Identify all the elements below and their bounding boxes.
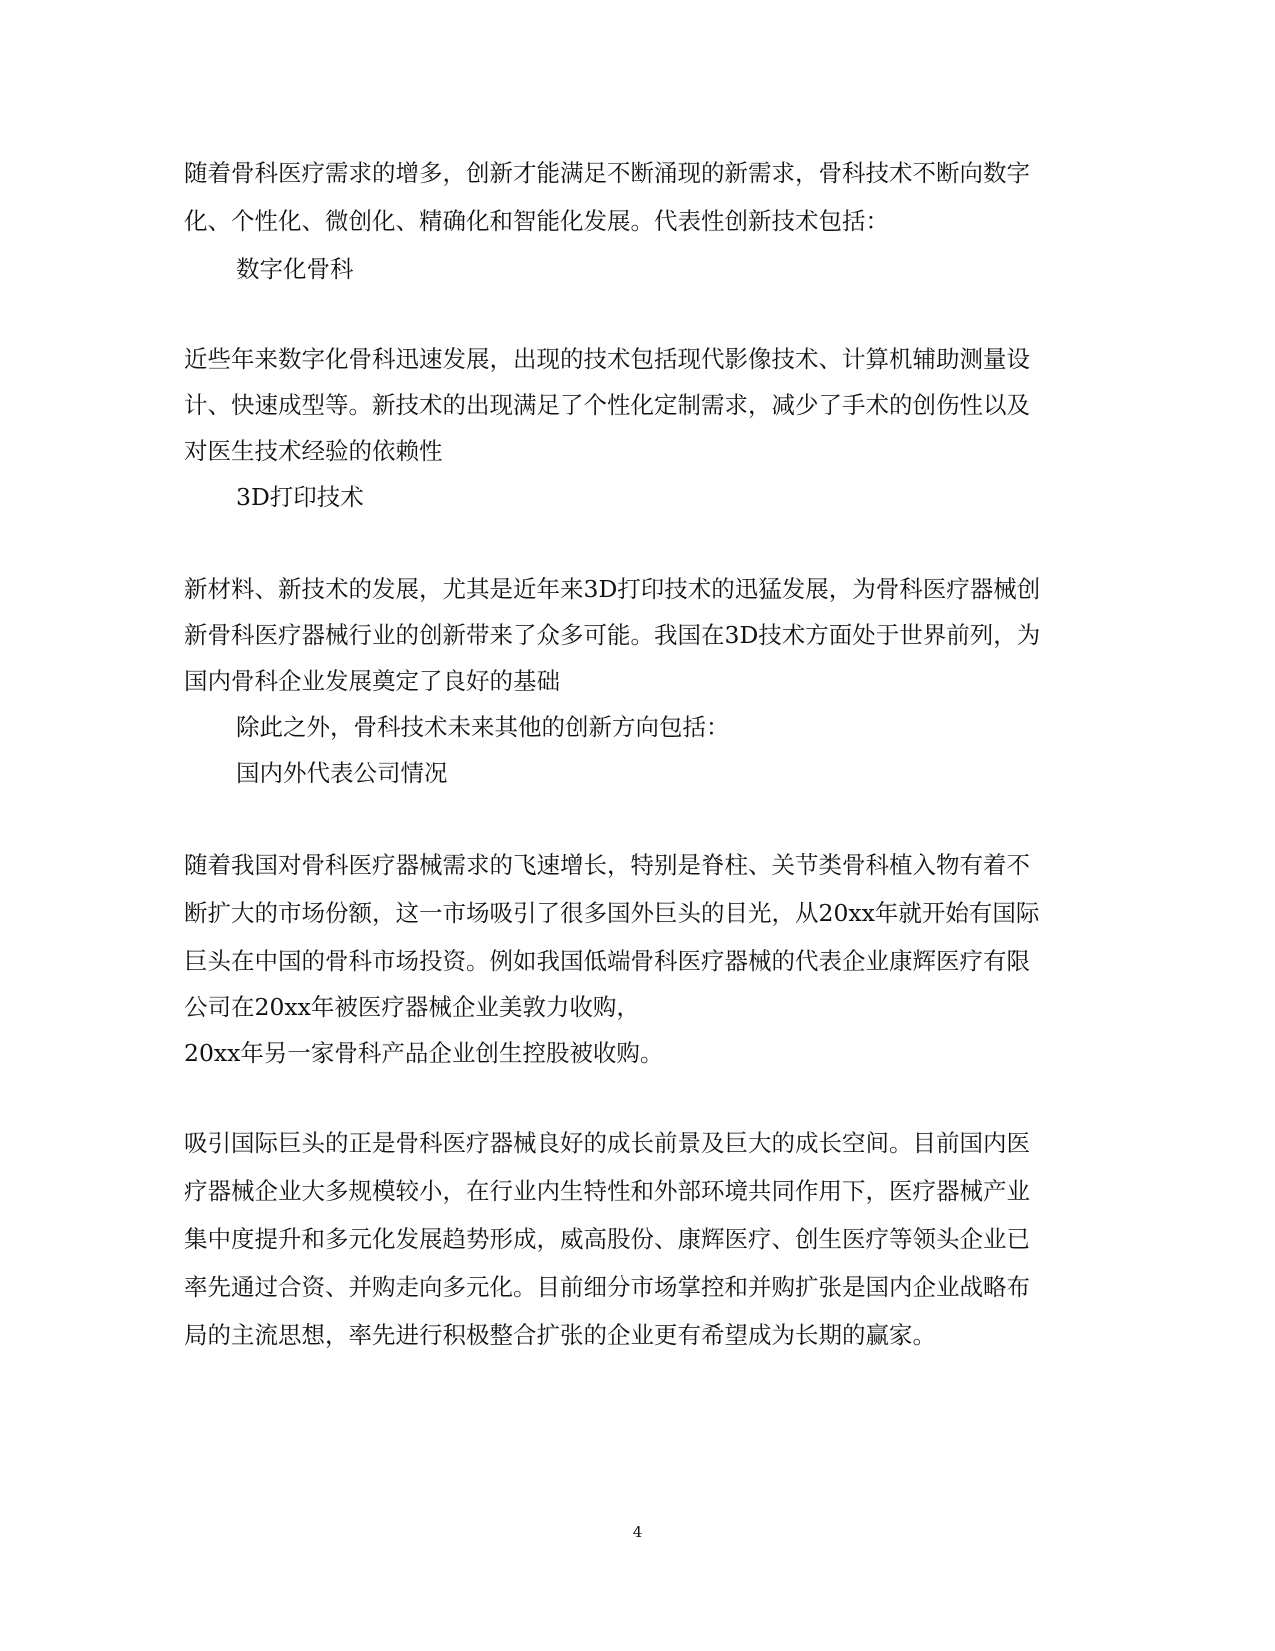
paragraph-line: 集中度提升和多元化发展趋势形成，威高股份、康辉医疗、创生医疗等领头企业已: [184, 1225, 1030, 1253]
paragraph-line: 局的主流思想，率先进行积极整合扩张的企业更有希望成为长期的赢家。: [184, 1321, 936, 1349]
paragraph-line: 吸引国际巨头的正是骨科医疗器械良好的成长前景及巨大的成长空间。目前国内医: [184, 1129, 1030, 1157]
section-heading: 3D打印技术: [236, 483, 364, 511]
paragraph-line: 20xx年另一家骨科产品企业创生控股被收购。: [184, 1039, 664, 1067]
paragraph-line: 新材料、新技术的发展，尤其是近年来3D打印技术的迅猛发展，为骨科医疗器械创: [184, 575, 1041, 603]
paragraph-line: 计、快速成型等。新技术的出现满足了个性化定制需求，减少了手术的创伤性以及: [184, 391, 1030, 419]
paragraph-line: 巨头在中国的骨科市场投资。例如我国低端骨科医疗器械的代表企业康辉医疗有限: [184, 947, 1030, 975]
paragraph-line: 新骨科医疗器械行业的创新带来了众多可能。我国在3D技术方面处于世界前列，为: [184, 621, 1041, 649]
paragraph-line: 断扩大的市场份额，这一市场吸引了很多国外巨头的目光，从20xx年就开始有国际: [184, 899, 1040, 927]
paragraph-line: 近些年来数字化骨科迅速发展，出现的技术包括现代影像技术、计算机辅助测量设: [184, 345, 1030, 373]
paragraph-line: 公司在20xx年被医疗器械企业美敦力收购，: [184, 993, 640, 1021]
paragraph-line: 国内骨科企业发展奠定了良好的基础: [184, 667, 560, 695]
paragraph-line: 随着我国对骨科医疗器械需求的飞速增长，特别是脊柱、关节类骨科植入物有着不: [184, 851, 1030, 879]
paragraph-line: 率先通过合资、并购走向多元化。目前细分市场掌控和并购扩张是国内企业战略布: [184, 1273, 1030, 1301]
section-heading: 除此之外，骨科技术未来其他的创新方向包括：: [236, 713, 730, 741]
paragraph-line: 化、个性化、微创化、精确化和智能化发展。代表性创新技术包括：: [184, 207, 889, 235]
page-number: 4: [632, 1523, 643, 1541]
paragraph-line: 随着骨科医疗需求的增多，创新才能满足不断涌现的新需求，骨科技术不断向数字: [184, 159, 1030, 187]
paragraph-line: 对医生技术经验的依赖性: [184, 437, 443, 465]
section-heading: 国内外代表公司情况: [236, 759, 448, 787]
section-heading: 数字化骨科: [236, 255, 354, 283]
paragraph-line: 疗器械企业大多规模较小，在行业内生特性和外部环境共同作用下，医疗器械产业: [184, 1177, 1030, 1205]
